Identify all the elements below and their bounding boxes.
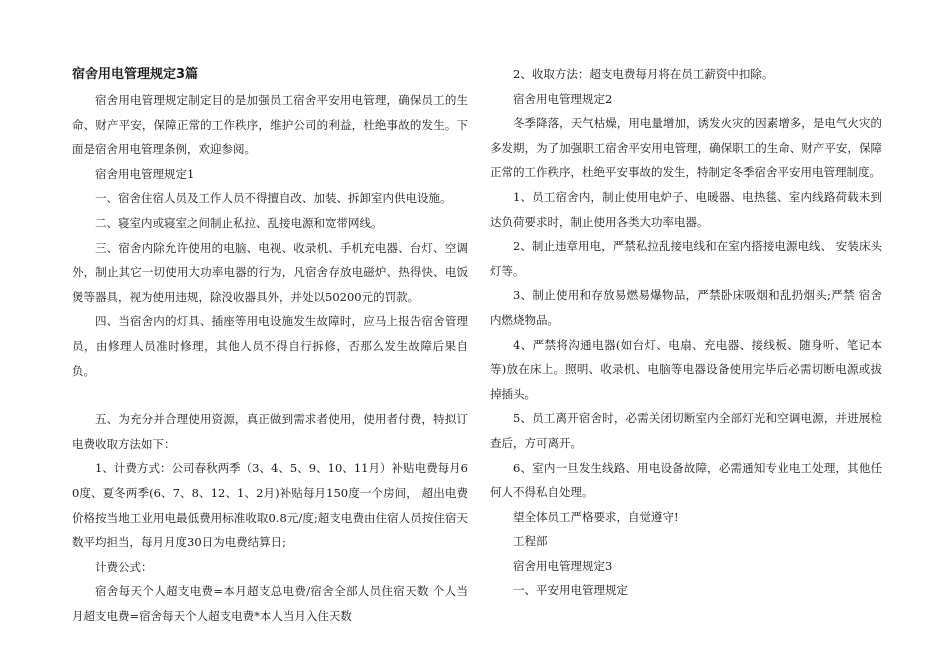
subsection-heading: 一、平安用电管理规定 — [513, 583, 628, 598]
rule-item-2: 二、寝室内或寝室之间制止私拉、乱接电源和宽带网线。 — [95, 215, 383, 230]
formula-heading: 计费公式： — [95, 559, 153, 574]
intro-paragraph: 宿舍用电管理规定制定目的是加强员工宿舍平安用电管理，确保员工的生命、财产平安，保障正常的工作秩序，维护公司的利益，杜绝事故的发生。下面是宿舍用电管理条例，欢迎参阅。 — [72, 93, 468, 157]
right-column — [490, 62, 882, 603]
department-signature: 工程部 — [513, 534, 548, 549]
winter-rule-1: 1、员工宿舍内，制止使用电炉子、电暖器、电热毯、室内线路荷载未到达负荷要求时，制止使用各类大功率电器。 — [490, 189, 882, 229]
winter-intro: 冬季降落，天气枯燥，用电量增加，诱发火灾的因素增多，是电气火灾的多发期，为了加强职工宿舍平安用电管理，确保职工的生命、财产平安，保障正常的工作秩序，杜绝平安事故的发生，特制定冬季宿舍平安用电管理制度。 — [490, 116, 882, 180]
rule-item-4: 四、当宿舍内的灯具、插座等用电设施发生故障时，应马上报告宿舍管理员，由修理人员准时修理，其他人员不得自行拆修，否那么发生故障后果自负。 — [72, 314, 468, 378]
rule-item-3: 三、宿舍内除允许使用的电脑、电视、收录机、手机充电器、台灯、空调外，制止其它一切使用大功率电器的行为，凡宿舍存放电磁炉、热得快、电饭煲等器具，视为使用违规，除没收器具外，并处以50200元的罚款。 — [72, 240, 468, 304]
left-column — [72, 62, 468, 628]
winter-rule-2: 2、制止违章用电，严禁私拉乱接电线和在室内搭接电源电线、 安装床头灯等。 — [490, 239, 882, 278]
blank-line — [72, 383, 468, 407]
section-heading-3: 宿舍用电管理规定3 — [513, 558, 613, 573]
formula-text: 宿舍每天个人超支电费=本月超支总电费/宿舍全部人员住宿天数 个人当月超支电费=宿舍每天个人超支电费*本人当月入住天数 — [72, 584, 468, 623]
winter-rule-6: 6、室内一旦发生线路、用电设备故障，必需通知专业电工处理，其他任何人不得私自处理。 — [490, 460, 882, 500]
winter-rule-5: 5、员工离开宿舍时，必需关闭切断室内全部灯光和空调电源，并进展检查后，方可离开。 — [490, 411, 882, 450]
section-heading-1: 宿舍用电管理规定1 — [95, 166, 195, 181]
section-heading-2: 宿舍用电管理规定2 — [513, 91, 613, 106]
rule-item-1: 一、宿舍住宿人员及工作人员不得擅自改、加装、拆卸室内供电设施。 — [95, 191, 452, 206]
closing-note: 望全体员工严格要求，自觉遵守! — [513, 509, 679, 524]
winter-rule-3: 3、制止使用和存放易燃易爆物品，严禁卧床吸烟和乱扔烟头;严禁 宿舍内燃烧物品。 — [490, 288, 882, 327]
rule-item-5: 五、为充分并合理使用资源，真正做到需求者使用，使用者付费，特拟订电费收取方法如下： — [72, 412, 468, 451]
collection-method: 2、收取方法：超支电费每月将在员工薪资中扣除。 — [513, 67, 774, 81]
document-title: 宿舍用电管理规定3篇 — [72, 67, 199, 82]
winter-rule-4: 4、严禁将沟通电器(如台灯、电扇、充电器、接线板、随身听、笔记本等)放在床上。照明、收录机、电脑等电器设备使用完毕后必需切断电源或拔掉插头。 — [490, 337, 882, 401]
billing-method: 1、计费方式：公司春秋两季（3、4、5、9、10、11月）补贴电费每月60度、夏冬两季(6、7、8、12、1、2月)补贴每月150度一个房间， 超出电费价格按当地工业用电最低费用标准收取0.8元/度;超支电费由住宿人员按住宿天数平均担当，每月月度30日为电费结算日; — [72, 461, 468, 550]
